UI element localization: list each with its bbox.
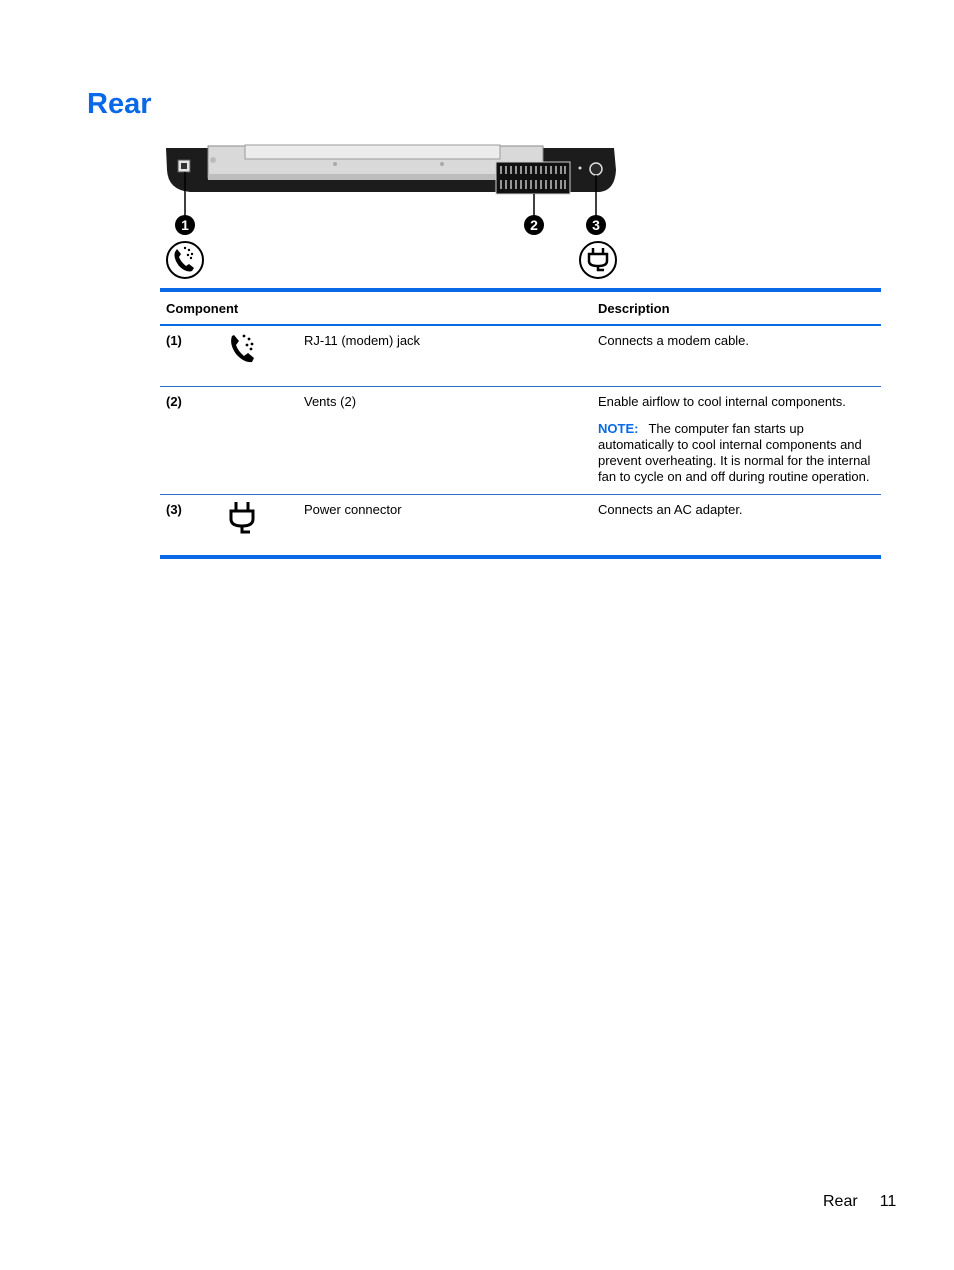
description-text: Connects a modem cable.	[598, 333, 750, 348]
row-description	[592, 495, 881, 556]
row-component: Power connector	[298, 495, 592, 556]
modem-jack-icon	[222, 330, 262, 370]
row-icon-cell	[216, 325, 298, 387]
page-number: 11	[879, 1193, 897, 1210]
callout-1	[175, 215, 195, 235]
description-text: Enable airflow to cool internal components.	[598, 394, 846, 409]
laptop-rear-svg	[160, 140, 630, 285]
note-label: NOTE:	[598, 421, 639, 436]
header-component: Component	[160, 292, 592, 325]
row-icon-cell	[216, 387, 298, 495]
row-description	[592, 387, 881, 495]
svg-text:3: 3	[592, 217, 600, 233]
row-number: (3)	[160, 495, 216, 556]
page-title: Rear	[87, 88, 152, 120]
description-text: Connects an AC adapter.	[598, 502, 743, 517]
header-description: Description	[592, 292, 881, 325]
table-row	[160, 325, 881, 387]
svg-text:1: 1	[181, 217, 189, 233]
note	[598, 421, 875, 485]
rear-view-illustration	[160, 140, 630, 285]
vent-grille	[496, 162, 570, 194]
footer-section: Rear	[823, 1193, 858, 1210]
table-header-row	[160, 292, 881, 325]
table-row	[160, 495, 881, 556]
row-description	[592, 325, 881, 387]
note-text: The computer fan starts up automatically to cool internal components and prevent overheating. It is normal for the internal fan to cycle on and off during routine operation.	[598, 421, 871, 484]
row-number: (1)	[166, 333, 182, 348]
components-table	[160, 288, 881, 559]
table-row	[160, 387, 881, 495]
power-plug-icon	[580, 242, 616, 278]
row-component: RJ-11 (modem) jack	[304, 333, 421, 348]
callout-2	[524, 215, 544, 235]
callout-3	[586, 215, 606, 235]
row-icon-cell	[216, 495, 298, 556]
power-plug-icon	[222, 499, 262, 539]
modem-jack-icon	[167, 242, 203, 278]
svg-text:2: 2	[530, 217, 538, 233]
page-footer	[823, 1193, 896, 1211]
row-component: Vents (2)	[298, 387, 592, 495]
row-number: (2)	[160, 387, 216, 495]
